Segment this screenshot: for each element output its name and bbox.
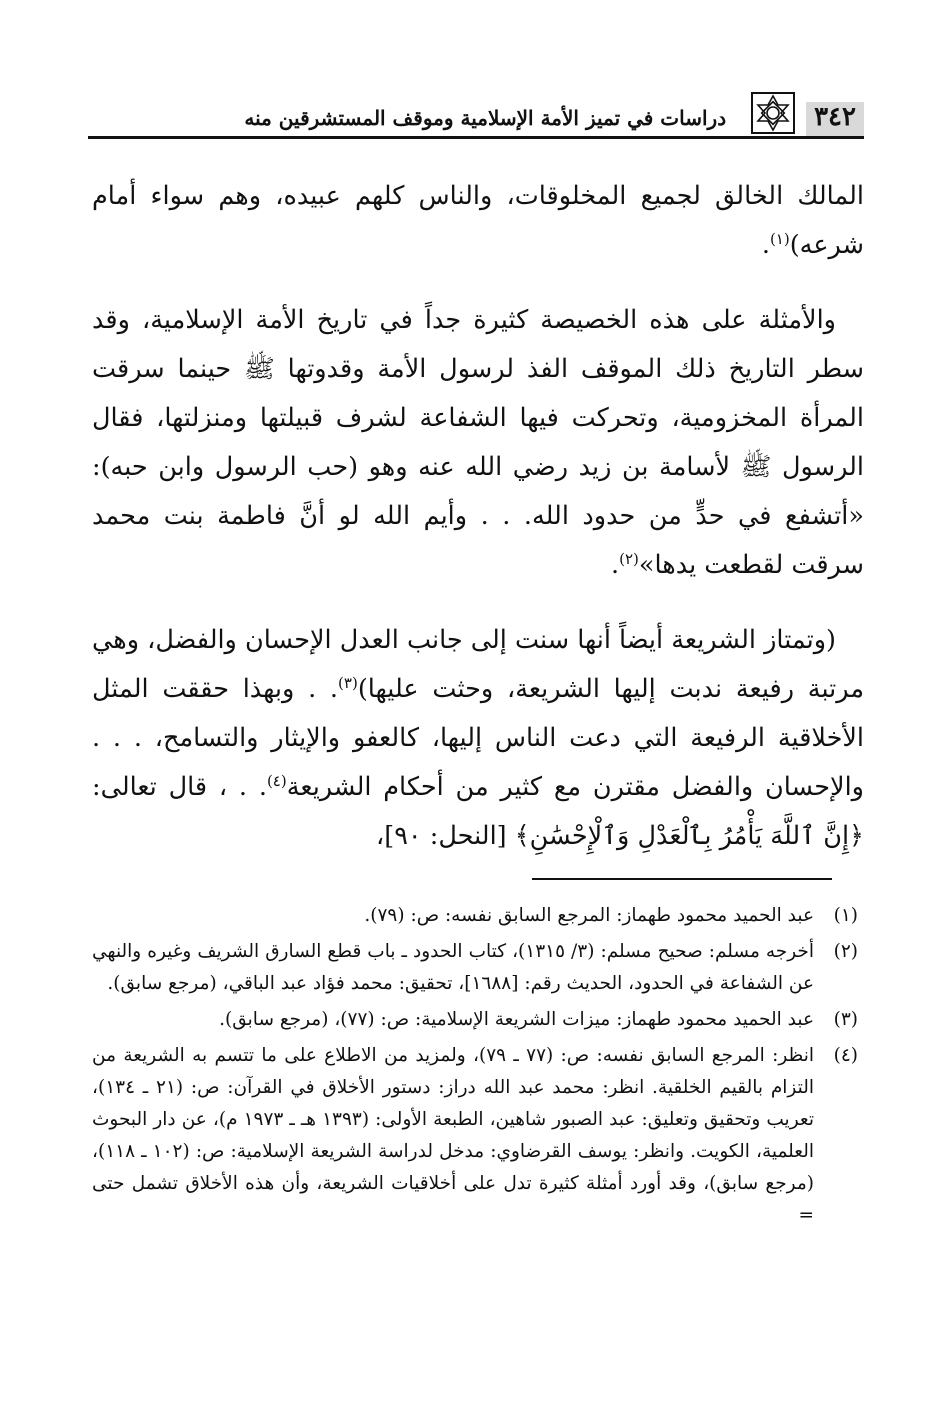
page-number: ٣٤٢ <box>806 102 864 136</box>
footnote-ref-4[interactable]: (٤) <box>266 772 287 790</box>
page-header <box>70 82 864 136</box>
footnote-ref-1[interactable]: (١) <box>769 230 790 248</box>
footnote-3 <box>92 1004 864 1036</box>
footnote-2 <box>92 936 864 1000</box>
paragraph-2-tail: . <box>611 550 620 580</box>
paragraph-3-part-2: . . وبهذا حققت المثل الأخلاقية الرفيعة التي دعت الناس إليها، كالعفو والإيثار والتسامح، . . . والإحسان والفضل مقترن مع كثير من أحكام الشريعة <box>92 674 864 802</box>
footnote-number: (٢) <box>833 941 858 962</box>
paragraph-1 <box>92 172 864 270</box>
footnote-number: (٤) <box>833 1045 858 1066</box>
header-divider <box>88 136 864 139</box>
footnote-4 <box>92 1040 864 1232</box>
paragraph-3-part-1: (وتمتاز الشريعة أيضاً أنها سنت إلى جانب العدل الإحسان والفضل، وهي مرتبة رفيعة ندبت إليها الشريعة، وحثت عليها) <box>92 625 864 704</box>
paragraph-2 <box>92 296 864 590</box>
arabesque-ornament-icon <box>748 90 798 136</box>
footnote-1 <box>92 900 864 932</box>
footnote-text: عبد الحميد محمود طهماز: المرجع السابق نفسه: ص: (٧٩). <box>364 905 814 926</box>
paragraph-3-part-3: . . ، قال تعالى: ﴿إِنَّ ٱللَّهَ يَأْمُرُ بِٱلْعَدْلِ وَٱلْإِحْسَٰنِ﴾ [النحل: ٩٠]، <box>92 772 864 851</box>
footnote-text: أخرجه مسلم: صحيح مسلم: (٣/ ١٣١٥)، كتاب الحدود ـ باب قطع السارق الشريف وغيره والنهي عن الشفاعة في الحدود، الحديث رقم: [١٦٨٨]، تحقيق: محمد فؤاد عبد الباقي، (مرجع سابق). <box>92 941 815 994</box>
footnote-ref-2[interactable]: (٢) <box>619 550 639 568</box>
footnote-ref-3[interactable]: (٣) <box>338 674 358 692</box>
footnote-number: (١) <box>833 905 858 926</box>
footnote-separator <box>532 878 832 880</box>
paragraph-1-tail: . <box>761 230 770 260</box>
footnote-number: (٣) <box>833 1009 858 1030</box>
footnote-text: عبد الحميد محمود طهماز: ميزات الشريعة الإسلامية: ص: (٧٧)، (مرجع سابق). <box>219 1009 814 1030</box>
main-text <box>92 172 864 887</box>
paragraph-2-text: والأمثلة على هذه الخصيصة كثيرة جداً في تاريخ الأمة الإسلامية، وقد سطر التاريخ ذلك الموقف الفذ لرسول الأمة وقدوتها ﷺ حينما سرقت المرأة المخزومية، وتحركت فيها الشفاعة لشرف قبيلتها ومنزلتها، فقال الرسول ﷺ لأسامة بن زيد رضي الله عنه وهو (حب الرسول وابن حبه): «أتشفع في حدٍّ من حدود الله. . . وأيم الله لو أنَّ فاطمة بنت محمد سرقت لقطعت يدها» <box>92 305 864 580</box>
paragraph-3 <box>92 616 864 861</box>
running-title: دراسات في تميز الأمة الإسلامية وموقف المستشرقين منه <box>244 106 727 130</box>
footnote-text: انظر: المرجع السابق نفسه: ص: (٧٧ ـ ٧٩)، ولمزيد من الاطلاع على ما تتسم به الشريعة من التزام بالقيم الخلقية. انظر: محمد عبد الله دراز: دستور الأخلاق في القرآن: ص: (٢١ ـ ١٣٤)، تعريب وتحقيق وتعليق: عبد الصبور شاهين، الطبعة الأولى: (١٣٩٣ هـ ـ ١٩٧٣ م)، عن دار البحوث العلمية، الكويت. وانظر: يوسف القرضاوي: مدخل لدراسة الشريعة الإسلامية: ص: (١٠٢ ـ ١١٨)، (مرجع سابق)، وقد أورد أمثلة كثيرة تدل على أخلاقيات الشريعة، وأن هذه الأخلاق تشمل حتى = <box>92 1045 815 1226</box>
paragraph-1-text: المالك الخالق لجميع المخلوقات، والناس كلهم عبيده، وهم سواء أمام شرعه) <box>92 181 864 260</box>
footnotes <box>92 900 864 1236</box>
